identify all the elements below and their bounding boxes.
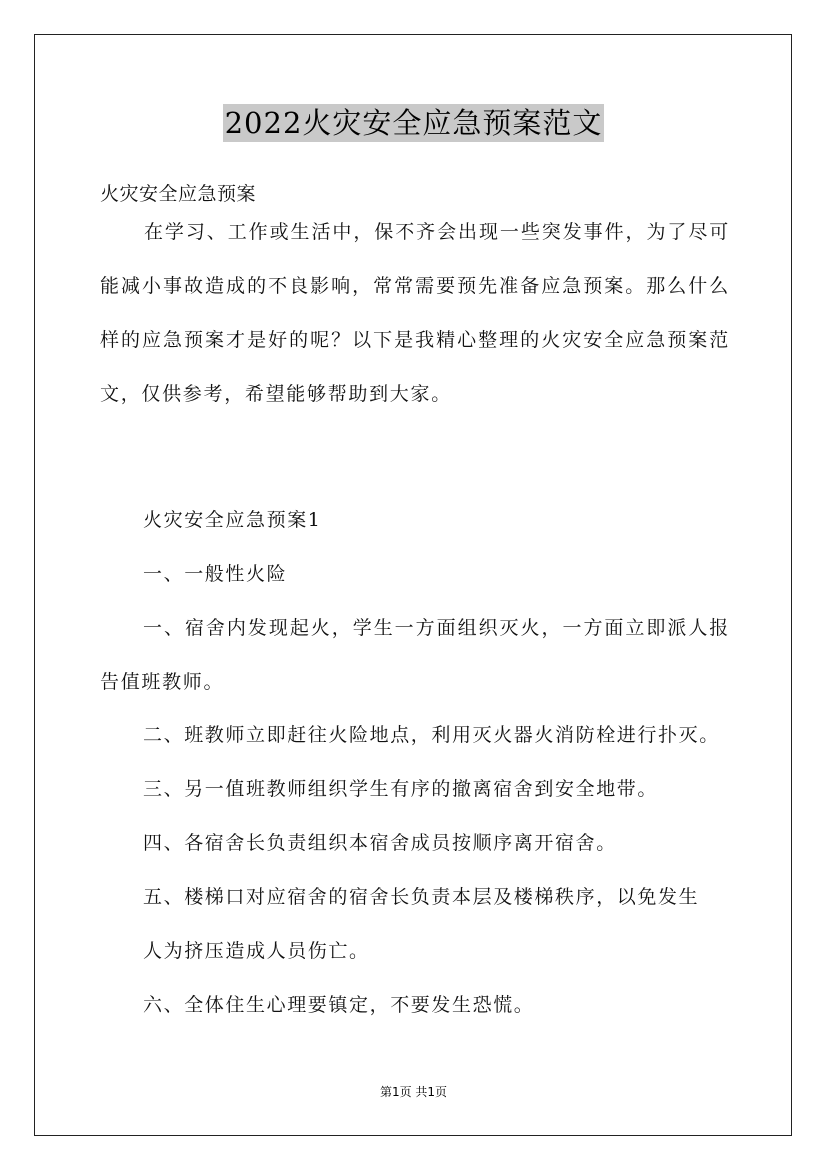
- step-1-paragraph: 一、宿舍内发现起火，学生一方面组织灭火，一方面立即派人报告值班教师。: [100, 617, 730, 693]
- step-4-line: 四、各宿舍长负责组织本宿舍成员按顺序离开宿舍。: [143, 832, 617, 854]
- document-title: 2022火灾安全应急预案范文: [224, 106, 603, 140]
- document-heading: 火灾安全应急预案: [100, 183, 257, 205]
- section-title: 火灾安全应急预案1: [143, 509, 322, 531]
- intro-paragraph: 在学习、工作或生活中，保不齐会出现一些突发事件，为了尽可能减小事故造成的不良影响，常常需要预先准备应急预案。那么什么样的应急预案才是好的呢？以下是我精心整理的火灾安全应急预案范文，仅供参考，希望能够帮助到大家。: [100, 221, 730, 405]
- step-5-line-1: 五、楼梯口对应宿舍的宿舍长负责本层及楼梯秩序，以免发生: [143, 886, 700, 908]
- step-6-line: 六、全体住生心理要镇定，不要发生恐慌。: [143, 994, 535, 1016]
- title-container: [0, 104, 827, 142]
- step-3-line: 三、另一值班教师组织学生有序的撤离宿舍到安全地带。: [143, 778, 659, 800]
- subsection-title: 一、一般性火险: [143, 563, 288, 585]
- page-footer: 第1页 共1页: [379, 1085, 448, 1099]
- step-5-line-2: 人为挤压造成人员伤亡。: [143, 940, 370, 962]
- step-2-line: 二、班教师立即赶往火险地点，利用灭火器火消防栓进行扑灭。: [143, 724, 720, 746]
